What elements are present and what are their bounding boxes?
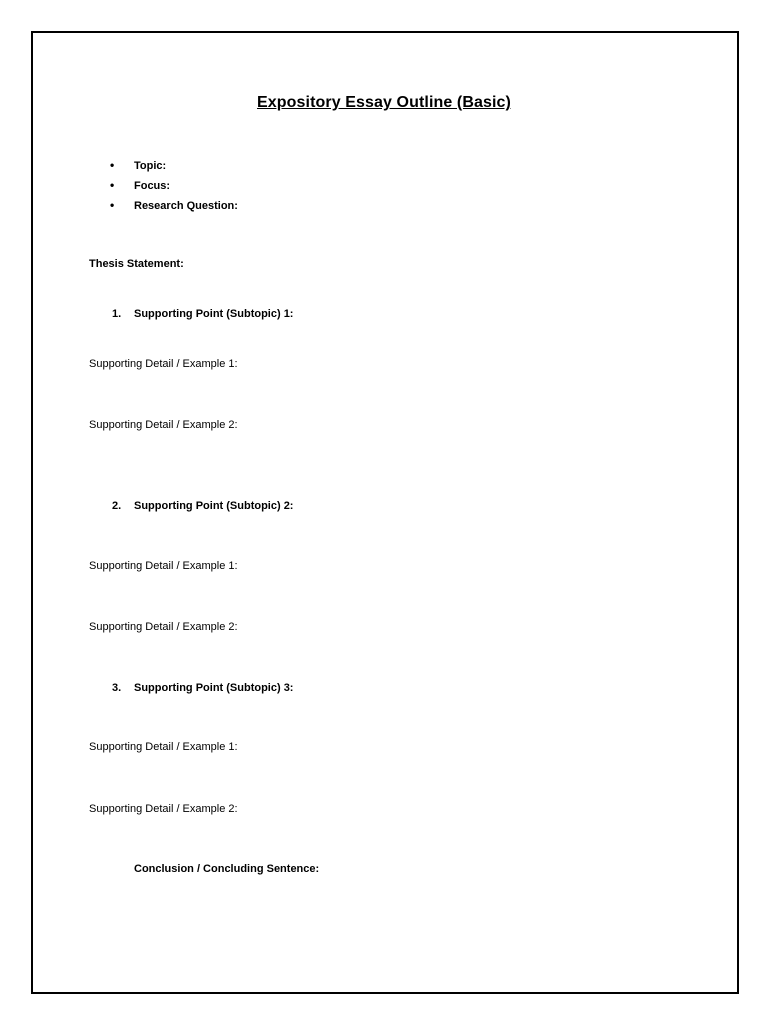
supporting-detail: Supporting Detail / Example 1:: [89, 560, 238, 572]
supporting-point-1: [112, 308, 293, 320]
list-number: 3.: [112, 682, 122, 694]
bullet-item-topic: [110, 158, 166, 172]
bullet-label: Focus:: [134, 180, 171, 192]
supporting-detail: Supporting Detail / Example 2:: [89, 621, 238, 633]
bullet-item-focus: [110, 178, 170, 192]
page-border: [31, 31, 739, 994]
bullet-label: Topic:: [134, 160, 167, 172]
supporting-point-heading: Supporting Point (Subtopic) 2:: [134, 500, 294, 512]
supporting-point-3: [112, 682, 293, 694]
bullet-icon: •: [110, 158, 115, 172]
supporting-point-2: [112, 500, 293, 512]
bullet-label: Research Question:: [134, 200, 238, 212]
supporting-point-heading: Supporting Point (Subtopic) 3:: [134, 682, 294, 694]
list-number: 1.: [112, 308, 122, 320]
supporting-detail: Supporting Detail / Example 1:: [89, 358, 238, 370]
document-title: Expository Essay Outline (Basic): [257, 94, 511, 111]
bullet-icon: •: [110, 198, 115, 212]
supporting-detail: Supporting Detail / Example 1:: [89, 741, 238, 753]
bullet-item-research-question: [110, 198, 238, 212]
conclusion-label: Conclusion / Concluding Sentence:: [134, 863, 320, 875]
list-number: 2.: [112, 500, 122, 512]
supporting-detail: Supporting Detail / Example 2:: [89, 419, 238, 431]
supporting-detail: Supporting Detail / Example 2:: [89, 803, 238, 815]
bullet-icon: •: [110, 178, 115, 192]
supporting-point-heading: Supporting Point (Subtopic) 1:: [134, 308, 294, 320]
thesis-statement-label: Thesis Statement:: [89, 258, 184, 270]
